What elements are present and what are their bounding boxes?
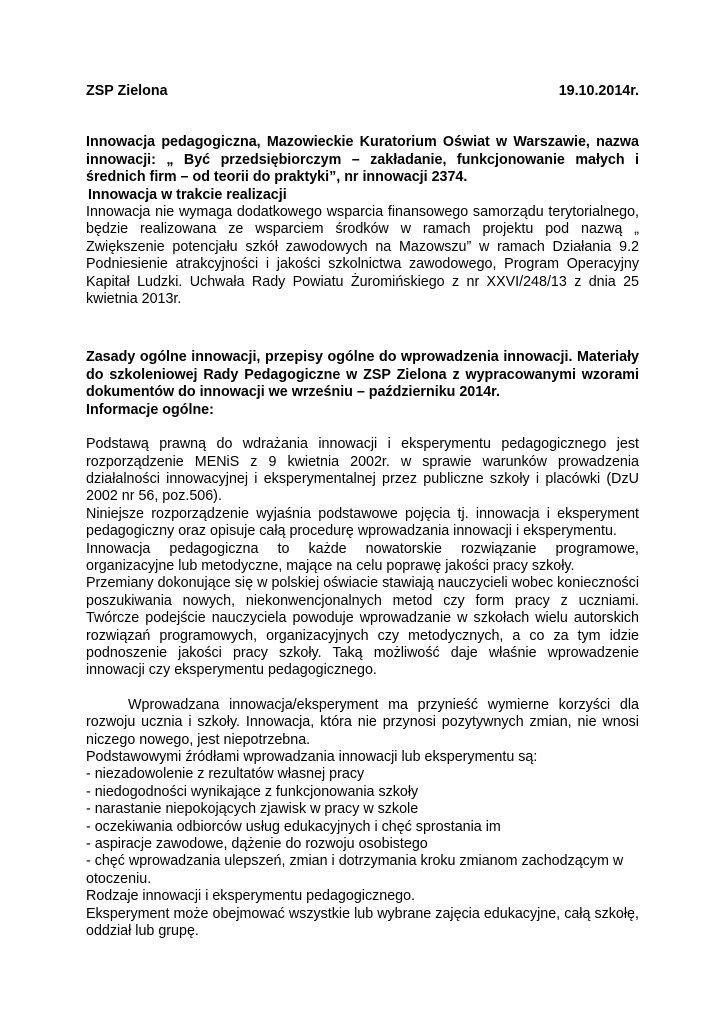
rules-title: Zasady ogólne innowacji, przepisy ogólne do wprowadzenia innowacji. Materiały do szkoleniowej Rady Pedagogiczne w ZSP Zielona z wypracowanymi wzorami dokumentów do innowacji we wrześniu – październiku 2014r. — [86, 349, 639, 401]
general-info-heading: Informacje ogólne: — [86, 401, 214, 418]
regulation-paragraph: Niniejsze rozporządzenie wyjaśnia podstawowe pojęcia tj. innowacja i eksperyment pedagogiczny oraz opisuje całą procedurę wprowadzania innowacji i eksperymentu. — [86, 505, 639, 540]
changes-paragraph: Przemiany dokonujące się w polskiej oświacie stawiają nauczycieli wobec konieczności poszukiwania nowych, niekonwencjonalnych metod czy form pracy z uczniami. Twórcze podejście nauczyciela powoduje wprowadzanie w szkołach wielu autorskich rozwiązań programowych, organizacyjnych czy metodycznych, a co za tym idzie podnoszenie jakości pracy szkoły. Taką możliwość daje właśnie wprowadzenie innowacji czy eksperymentu pedagogicznego. — [86, 575, 639, 679]
types-heading: Rodzaje innowacji i eksperymentu pedagogicznego. — [86, 888, 416, 905]
school-name: ZSP Zielona — [86, 83, 168, 99]
list-item: - aspiracje zawodowe, dążenie do rozwoju osobistego — [86, 836, 428, 853]
list-item: - chęć wprowadzania ulepszeń, zmian i dotrzymania kroku zmianom zachodzącym w otoczeniu. — [86, 853, 624, 887]
list-item: - niezadowolenie z rezultatów własnej pracy — [86, 766, 365, 783]
list-item: - oczekiwania odbiorców usług edukacyjnych i chęć sprostania im — [86, 818, 501, 835]
list-item: - narastanie niepokojących zjawisk w pracy w szkole — [86, 801, 419, 818]
benefits-paragraph: Wprowadzana innowacja/eksperyment ma przynieść wymierne korzyści dla rozwoju ucznia i szkoły. Innowacja, która nie przynosi pozytywnych zmian, nie wnosi niczego nowego, jest niepotrzebna. — [86, 696, 639, 748]
experiment-scope-paragraph: Eksperyment może obejmować wszystkie lub wybrane zajęcia edukacyjne, całą szkołę, oddział lub grupę. — [86, 905, 639, 940]
document-header — [86, 83, 639, 100]
sources-intro: Podstawowymi źródłami wprowadzania innowacji lub eksperymentu są: — [86, 749, 538, 765]
innovation-definition-paragraph: Innowacja pedagogiczna to każde nowatorskie rozwiązanie programowe, organizacyjne lub metodyczne, mające na celu poprawę jakości pracy szkoły. — [86, 540, 639, 574]
innovation-description: Innowacja nie wymaga dodatkowego wsparcia finansowego samorządu terytorialnego, będzie realizowana ze wsparciem środków w ramach projektu pod nazwą „ Zwiększenie potencjału szkół zawodowych na Mazowszu” w ramach Działania 9.2 Podniesienie atrakcyjności i jakości szkolnictwa zawodowego, Program Operacyjny Kapitał Ludzki. Uchwała Rady Powiatu Żuromińskiego z nr XXVI/248/13 z dnia 25 kwietnia 2013r. — [86, 204, 639, 308]
innovation-status: Innowacja w trakcie realizacji — [88, 186, 287, 203]
document-date: 19.10.2014r. — [558, 83, 639, 99]
sources-list — [86, 766, 639, 888]
document-page — [86, 83, 639, 940]
innovation-title: Innowacja pedagogiczna, Mazowieckie Kuratorium Oświat w Warszawie, nazwa innowacji: „ Być przedsiębiorczym – zakładanie, funkcjonowanie małych i średnich firm – od teorii do praktyki”, nr innowacji 2374. — [86, 134, 639, 186]
list-item: - niedogodności wynikające z funkcjonowania szkoły — [86, 783, 419, 800]
legal-basis-paragraph: Podstawą prawną do wdrażania innowacji i eksperymentu pedagogicznego jest rozporządzenie MENiS z 9 kwietnia 2002r. w sprawie warunków prowadzenia działalności innowacyjnej i eksperymentalnej przez publiczne szkoły i placówki (DzU 2002 nr 56, poz.506). — [86, 436, 639, 505]
